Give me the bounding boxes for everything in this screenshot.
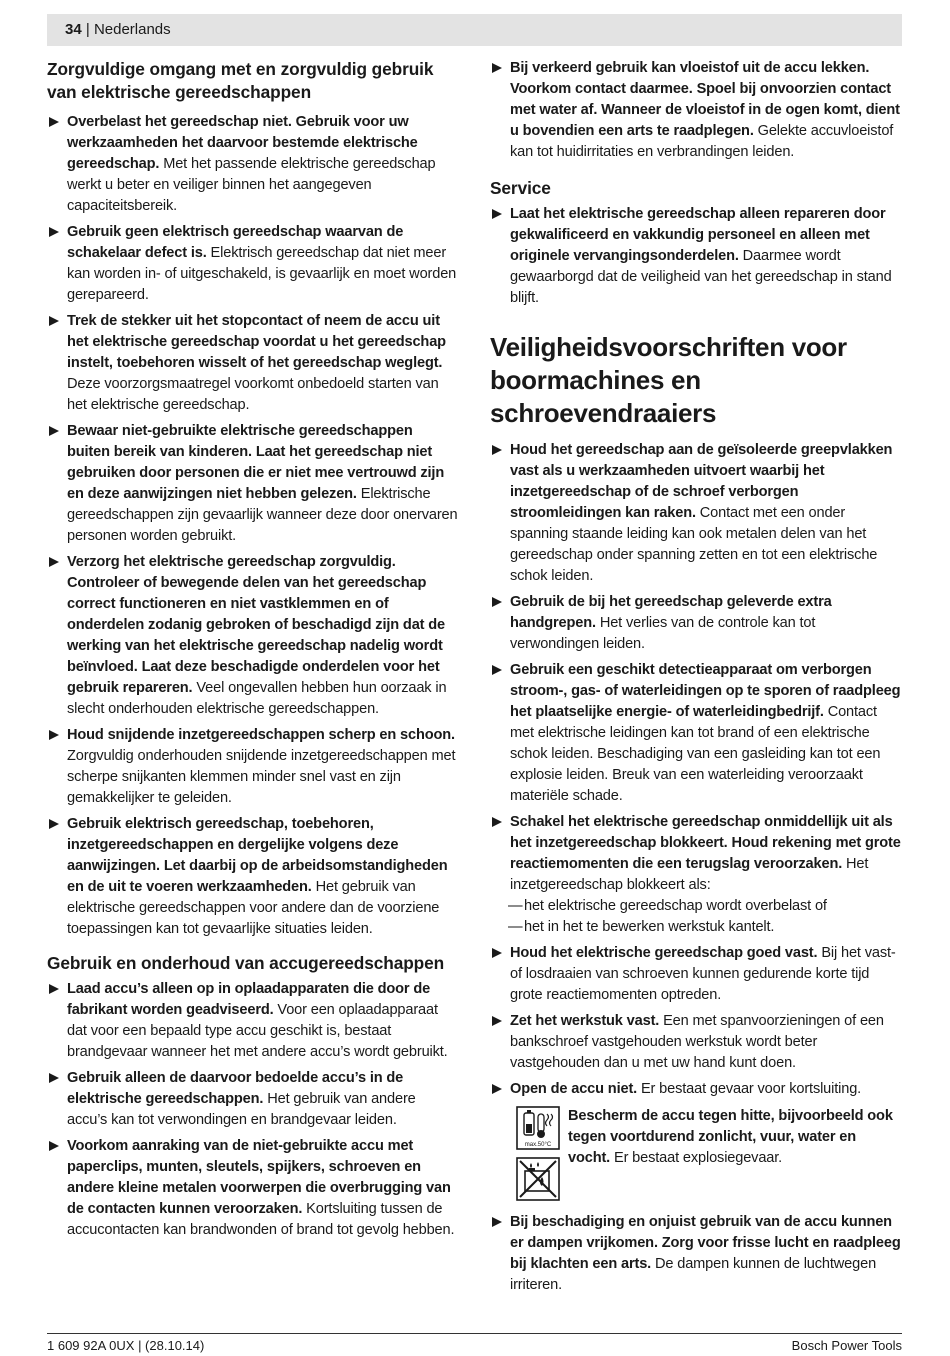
triangle-bullet-icon <box>492 597 502 607</box>
triangle-bullet-icon <box>49 1141 59 1151</box>
triangle-bullet-icon <box>492 1084 502 1094</box>
dash-item: — het in het te bewerken werkstuk kantelt. <box>508 919 775 935</box>
section-title-careful-use: Zorgvuldige omgang met en zorgvuldig gebruik van elektrische gereedschappen <box>47 59 434 102</box>
list-item: Houd het elektrische gereedschap goed vast. Bij het vast- of losdraaien van schroeven kunnen gedurende korte tijd grote reactiemomenten optreden. <box>490 943 902 1006</box>
triangle-bullet-icon <box>492 817 502 827</box>
triangle-bullet-icon <box>492 209 502 219</box>
list-item: Voorkom aanraking van de niet-gebruikte accu met paperclips, munten, sleutels, spijkers, schroeven en andere kleine metalen voorwerpen die overbrugging van de contacten kunnen veroorzaken. Kortsluiting tussen de accucontacten kan brandwonden of brand tot gevolg hebben. <box>47 1136 459 1241</box>
list-item: Gebruik elektrisch gereedschap, toebehoren, inzetgereedschappen en dergelijke volgens deze aanwijzingen. Let daarbij op de arbeidsomstandigheden en de uit te voeren werkzaamheden. Het gebruik van elektrische gereedschappen voor andere dan de voorziene toepassingen kan tot gevaarlijke situaties leiden. <box>47 814 459 940</box>
triangle-bullet-icon <box>49 984 59 994</box>
list-item: Gebruik een geschikt detectieapparaat om verborgen stroom-, gas- of waterleidingen op te sporen of raadpleeg het plaatselijke energie- of waterleidingbedrijf. Contact met elektrische leidingen kan tot brand of een elektrische schok leiden. Beschadiging van een gasleiding kan tot een explosie leiden. Breuk van een waterleiding veroorzaakt materiële schade. <box>490 660 902 807</box>
list-item: Gebruik alleen de daarvoor bedoelde accu’s in de elektrische gereedschappen. Het gebruik van andere accu’s kan tot verwondingen en brandgevaar leiden. <box>47 1068 459 1131</box>
header-language: Nederlands <box>93 21 171 38</box>
no-water-fire-icon <box>516 1157 560 1201</box>
triangle-bullet-icon <box>492 948 502 958</box>
footer-divider <box>47 1333 902 1334</box>
footer-brand: Bosch Power Tools <box>791 1338 902 1353</box>
list-item: Schakel het elektrische gereedschap onmiddellijk uit als het inzetgereedschap blokkeert. Houd rekening met grote reactiemomenten die een terugslag veroorzaken. Het inzetgereedschap blokkeert als: <box>490 812 902 896</box>
triangle-bullet-icon <box>492 1217 502 1227</box>
triangle-bullet-icon <box>49 316 59 326</box>
list-item: Laad accu’s alleen op in oplaadapparaten die door de fabrikant worden geadviseerd. Voor een oplaadapparaat dat voor een bepaald type accu geschikt is, bestaat brandgevaar wanneer het met andere accu’s wordt gebruikt. <box>47 979 459 1063</box>
triangle-bullet-icon <box>49 819 59 829</box>
page-number: 34 <box>65 21 82 38</box>
list-item: Open de accu niet. Er bestaat gevaar voor kortsluiting. <box>490 1079 902 1100</box>
left-column <box>47 58 459 1241</box>
list-item: Trek de stekker uit het stopcontact of neem de accu uit het elektrische gereedschap voordat u het gereedschap instelt, toebehoren wisselt of het gereedschap weglegt. Deze voorzorgsmaatregel voorkomt onbedoeld starten van het elektrische gereedschap. <box>47 311 459 416</box>
triangle-bullet-icon <box>492 665 502 675</box>
triangle-bullet-icon <box>49 426 59 436</box>
triangle-bullet-icon <box>492 445 502 455</box>
battery-warning-block <box>516 1106 902 1206</box>
list-item: Bij verkeerd gebruik kan vloeistof uit de accu lekken. Voorkom contact daarmee. Spoel bij onvoorzien contact met water af. Wanneer de vloeistof in de ogen komt, dient u bovendien een arts te raadplegen. Gelekte accuvloeistof kan tot huidirritaties en verbrandingen leiden. <box>490 58 902 163</box>
list-item: Bij beschadiging en onjuist gebruik van de accu kunnen er dampen vrijkomen. Zorg voor frisse lucht en raadpleeg bij klachten een arts. De dampen kunnen de luchtwegen irriteren. <box>490 1212 902 1296</box>
right-column <box>490 58 902 1296</box>
list-item: Zet het werkstuk vast. Een met spanvoorzieningen of een bankschroef vastgehouden werkstuk wordt beter vastgehouden dan u met uw hand kunt doen. <box>490 1011 902 1074</box>
heat-warning-icon <box>516 1106 560 1150</box>
main-heading: Veiligheidsvoorschriften voor boormachines en schroevendraaiers <box>490 332 847 428</box>
triangle-bullet-icon <box>492 1016 502 1026</box>
triangle-bullet-icon <box>49 227 59 237</box>
triangle-bullet-icon <box>49 557 59 567</box>
list-item: Houd het gereedschap aan de geïsoleerde greepvlakken vast als u werkzaamheden uitvoert waarbij het inzetgereedschap of de schroef verborgen stroomleidingen kan raken. Contact met een onder spanning staande leiding kan ook metalen delen van het gereedschap onder spanning zetten en tot een elektrische schok leiden. <box>490 440 902 587</box>
list-item: Verzorg het elektrische gereedschap zorgvuldig. Controleer of bewegende delen van het gereedschap correct functioneren en niet vastklemmen en of onderdelen zodanig gebroken of beschadigd zijn dat de werking van het elektrische gereedschap nadelig wordt beïnvloed. Laat deze beschadigde onderdelen voor het gebruik repareren. Veel ongevallen hebben hun oorzaak in slecht onderhouden elektrische gereedschappen. <box>47 552 459 720</box>
battery-heat-warning: Bescherm de accu tegen hitte, bijvoorbeeld ook tegen voortdurend zonlicht, vuur, water en vocht. Er bestaat explosiegevaar. <box>568 1108 893 1166</box>
header-separator: | <box>85 21 90 38</box>
list-item: Houd snijdende inzetgereedschappen scherp en schoon. Zorgvuldig onderhouden snijdende inzetgereedschappen met scherpe snijkanten klemmen minder snel vast en zijn gemakkelijker te geleiden. <box>47 725 459 809</box>
triangle-bullet-icon <box>492 63 502 73</box>
page-header <box>47 14 902 46</box>
list-item: Gebruik de bij het gereedschap geleverde extra handgrepen. Het verlies van de controle kan tot verwondingen leiden. <box>490 592 902 655</box>
triangle-bullet-icon <box>49 1073 59 1083</box>
list-item: Gebruik geen elektrisch gereedschap waarvan de schakelaar defect is. Elektrisch gereedschap dat niet meer kan worden in- of uitgeschakeld, is gevaarlijk en moet worden gerepareerd. <box>47 222 459 306</box>
triangle-bullet-icon <box>49 730 59 740</box>
section-title-battery-tools: Gebruik en onderhoud van accugereedschappen <box>47 953 445 973</box>
header-text <box>65 21 171 39</box>
footer-doc-id: 1 609 92A 0UX | (28.10.14) <box>47 1338 205 1353</box>
list-item: Overbelast het gereedschap niet. Gebruik voor uw werkzaamheden het daarvoor bestemde elektrische gereedschap. Met het passende elektrische gereedschap werkt u beter en veiliger binnen het aangegeven capaciteitsbereik. <box>47 112 459 217</box>
section-title-service: Service <box>490 178 551 198</box>
icon-caption: max.50°C <box>524 1142 552 1148</box>
list-item: Bewaar niet-gebruikte elektrische gereedschappen buiten bereik van kinderen. Laat het gereedschap niet gebruiken door personen die er niet mee vertrouwd zijn en deze aanwijzingen niet hebben gelezen. Elektrische gereedschappen zijn gevaarlijk wanneer deze door onervaren personen worden gebruikt. <box>47 421 459 547</box>
triangle-bullet-icon <box>49 117 59 127</box>
list-item: Laat het elektrische gereedschap alleen repareren door gekwalificeerd en vakkundig personeel en alleen met originele vervangingsonderdelen. Daarmee wordt gewaarborgd dat de veiligheid van het gereedschap in stand blijft. <box>490 204 902 309</box>
dash-item: — het elektrische gereedschap wordt overbelast of <box>508 898 827 914</box>
